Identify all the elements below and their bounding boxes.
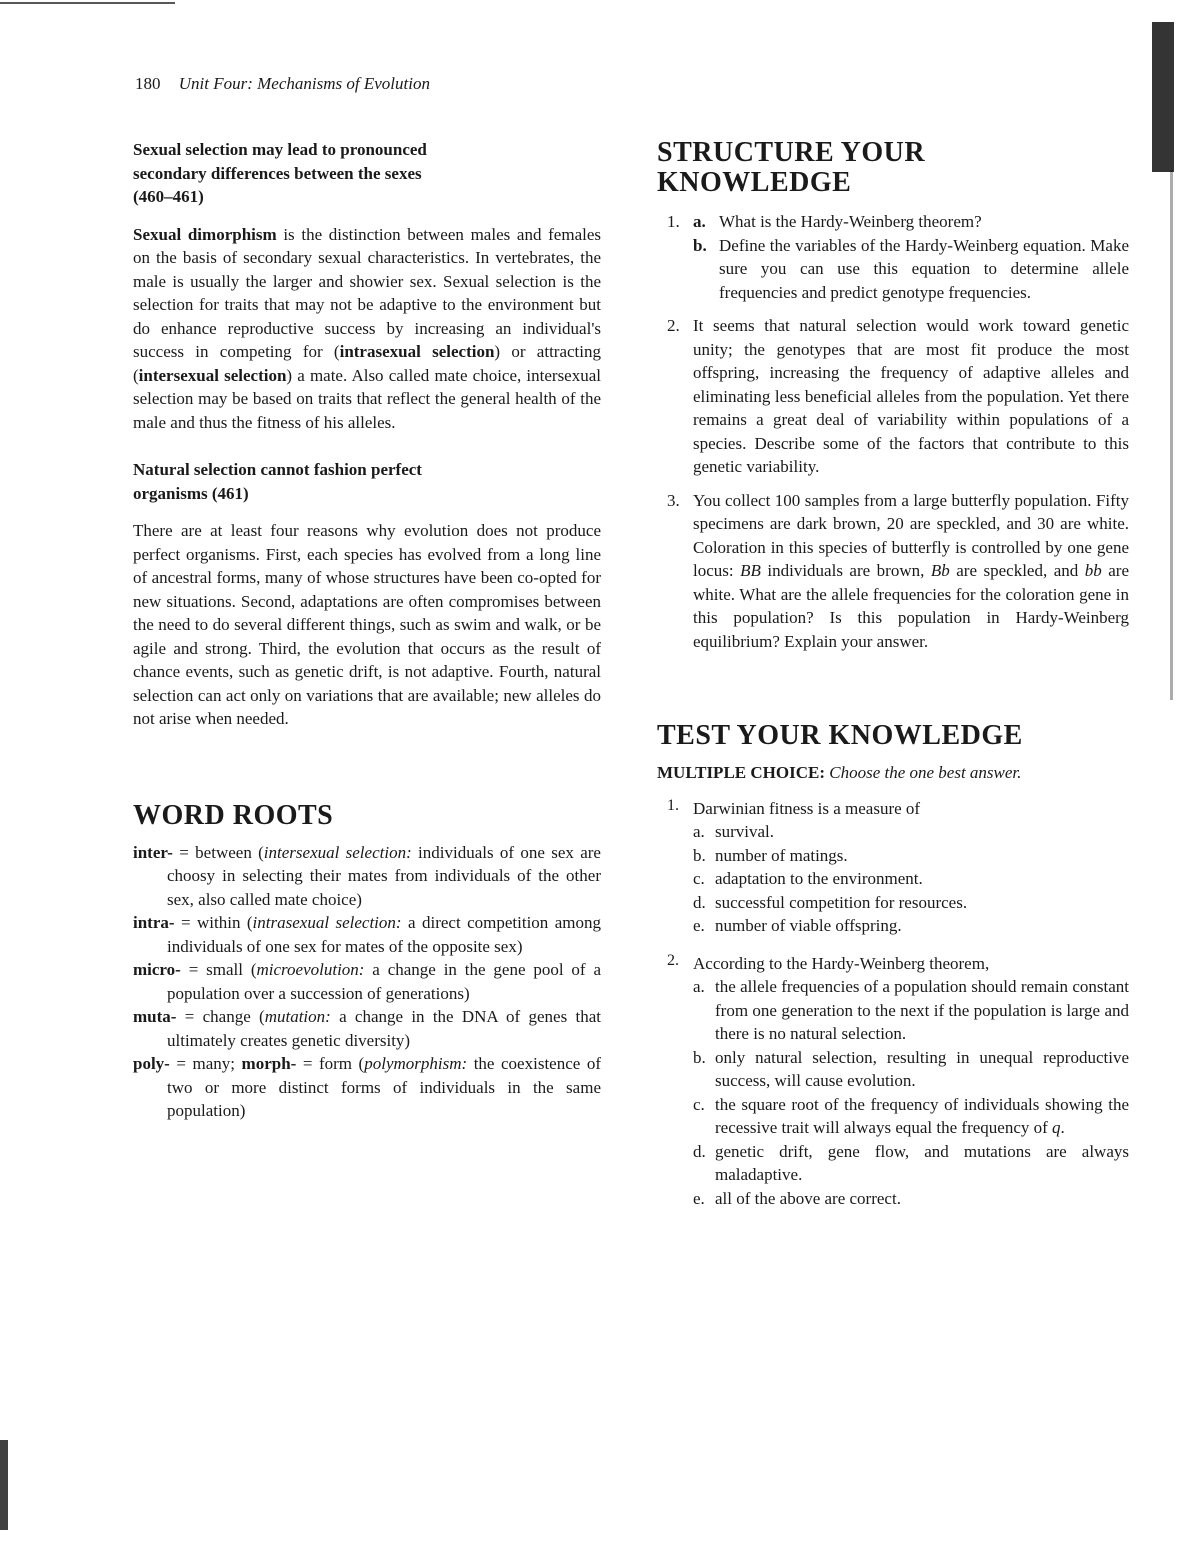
mc-option: a. the allele frequencies of a population should remain constant from one generation to the next if the population is large and there is no natural selection. xyxy=(693,977,1129,1043)
mc-option: b. only natural selection, resulting in unequal reproductive success, will cause evolution. xyxy=(693,1047,1129,1090)
mc-option: c. the square root of the frequency of individuals showing the recessive trait will always equal the frequency of q. xyxy=(693,1094,1129,1137)
scan-left-mark xyxy=(0,1440,8,1530)
multiple-choice-instructions: MULTIPLE CHOICE: Choose the one best answer. xyxy=(657,763,1022,782)
structure-questions xyxy=(657,210,1129,653)
word-roots-heading: WORD ROOTS xyxy=(133,799,334,831)
page-number: 180 xyxy=(135,74,161,93)
scan-edge-mark xyxy=(1152,22,1174,172)
word-root-entry: poly- = many; morph- = form (polymorphism: the coexistence of two or more distinct forms of individuals in the same population) xyxy=(133,1054,601,1120)
mc-question-2: 2. According to the Hardy-Weinberg theorem, a. the allele frequencies of a population should remain constant from one generation to the next if the population is large and there is no natural selection. b. only natural selection, resulting in unequal reproductive success, will cause evolution. c. the square root of the frequency of individuals showing the recessive trait will always equal the frequency of q. d. genetic drift, gene flow, and mutations are always maladaptive. e. all of the above are correct. xyxy=(657,952,1129,1211)
mc-option: a. survival. xyxy=(693,822,775,841)
scan-top-line xyxy=(0,2,175,4)
sexual-dimorphism-paragraph: Sexual dimorphism is the distinction between males and females on the basis of secondary sexual characteristics. In vertebrates, the male is usually the larger and showier sex. Sexual selection is the selection for traits that may not be adaptive to the environment but do enhance reproductive success by increasing an individual's success in competing for (intrasexual selection) or attracting (intersexual selection) a mate. Also called mate choice, intersexual selection may be based on traits that reflect the general health of the male and thus the fitness of his alleles. xyxy=(133,224,602,432)
structure-question-3: 3. You collect 100 samples from a large butterfly population. Fifty specimens are dark brown, 20 are speckled, and 30 are white. Coloration in this species of butterfly is controlled by one gene locus: BB individuals are brown, Bb are speckled, and bb are white. What are the allele frequencies for the coloration gene in this population? Is this population in Hardy-Weinberg equilibrium? Explain your answer. xyxy=(667,490,1129,651)
structure-heading: STRUCTURE YOUR KNOWLEDGE xyxy=(657,137,926,198)
mc-question-1: 1. Darwinian fitness is a measure of a. survival. b. number of matings. c. adaptation to the environment. d. successful competition for resources. e. number of viable offspring. xyxy=(657,797,1129,938)
perfect-organisms-paragraph: There are at least four reasons why evolution does not produce perfect organisms. First, each species has evolved from a long line of ancestral forms, many of whose structures have been co-opted for new situations. Second, adaptations are often compromises between the need to do several different things, such as swim and walk, or be agile and strong. Third, the evolution that occurs as the result of chance events, such as genetic drift, is not adaptive. Fourth, natural selection can act only on variations that are available; new alleles do not arise when needed. xyxy=(133,521,601,728)
section-heading-perfect-organisms: Natural selection cannot fashion perfect organisms (461) xyxy=(133,460,422,503)
structure-question-2: 2. It seems that natural selection would work toward genetic unity; the genotypes that are most fit produce the most offspring, increasing the frequency of adaptive alleles and eliminating less beneficial alleles from the population. Yet there remains a great deal of variability within populations of a species. Describe some of the factors that contribute to this genetic variability. xyxy=(667,316,1129,476)
mc-option: c. adaptation to the environment. xyxy=(693,869,923,888)
mc-option: e. all of the above are correct. xyxy=(693,1188,901,1208)
term-intersexual-selection: intersexual selection xyxy=(138,365,287,385)
running-header xyxy=(135,74,430,94)
scan-edge-line xyxy=(1170,170,1173,700)
word-root-entry: micro- = small (microevolution: a change in the gene pool of a population over a succession of generations) xyxy=(133,960,601,1003)
mc-option: d. genetic drift, gene flow, and mutations are always maladaptive. xyxy=(693,1141,1129,1184)
mc-option: e. number of viable offspring. xyxy=(693,916,902,935)
mc-option: b. number of matings. xyxy=(693,845,848,865)
left-column xyxy=(133,138,601,1123)
word-root-entry: intra- = within (intrasexual selection: a direct competition among individuals of one sex for mates of the opposite sex) xyxy=(133,913,602,956)
term-sexual-dimorphism: Sexual dimorphism xyxy=(133,224,277,244)
word-root-entry: inter- = between (intersexual selection: individuals of one sex are choosy in selecting their mates from individuals of the other sex, also called mate choice) xyxy=(133,842,601,909)
test-heading: TEST YOUR KNOWLEDGE xyxy=(657,720,1023,751)
right-column xyxy=(657,138,1129,1210)
mc-option: d. successful competition for resources. xyxy=(693,892,968,912)
word-roots-list xyxy=(133,841,601,1123)
running-title: Unit Four: Mechanisms of Evolution xyxy=(178,74,430,93)
structure-question-1: 1. a. What is the Hardy-Weinberg theorem? b. Define the variables of the Hardy-Weinberg equation. Make sure you can use this equation to determine allele frequencies and predict genotype frequencies. xyxy=(667,212,1129,302)
section-heading-sexual-selection: Sexual selection may lead to pronounced secondary differences between the sexes (460–461) xyxy=(133,140,427,206)
term-intrasexual-selection: intrasexual selection xyxy=(339,342,495,361)
word-root-entry: muta- = change (mutation: a change in the DNA of genes that ultimately creates genetic diversity) xyxy=(133,1007,601,1050)
